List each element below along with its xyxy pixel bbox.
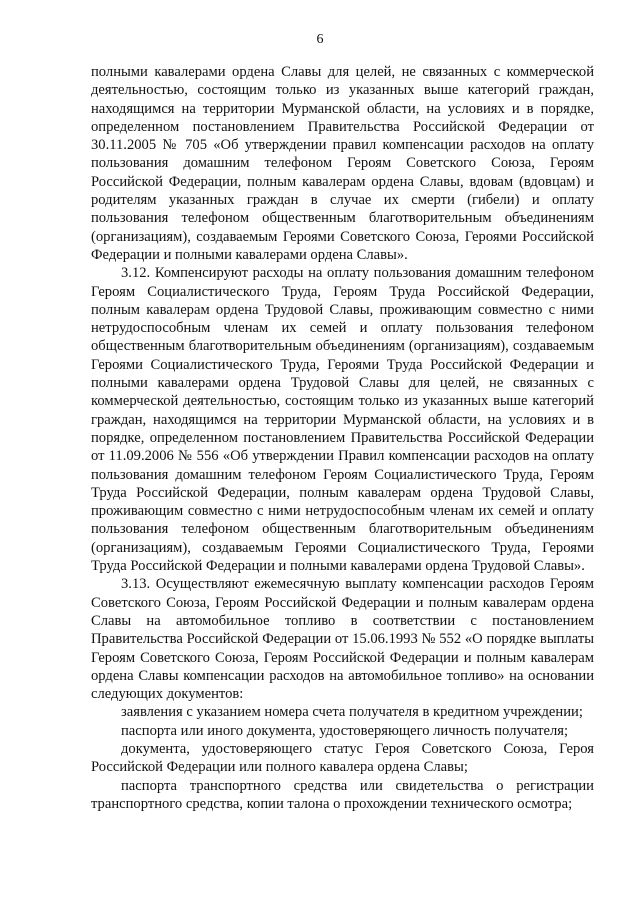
document-body <box>91 63 594 813</box>
document-list-item: заявления с указанием номера счета получателя в кредитном учреждении; <box>121 704 583 721</box>
paragraph-3-13: 3.13. Осуществляют ежемесячную выплату компенсации расходов Героям Советского Союза, Героям Российской Федерации и полным кавалерам ордена Славы на автомобильное топливо в соответствии с постановлением Правительства Российской Федерации от 15.06.1993 № 552 «О порядке выплаты Героям Советского Союза, Героям Российской Федерации и полным кавалерам ордена Славы компенсации расходов на автомобильное топливо» на основании следующих документов: <box>91 576 594 703</box>
document-list-item: документа, удостоверяющего статус Героя Советского Союза, Героя Российской Федерации или полного кавалера ордена Славы; <box>91 740 594 776</box>
paragraph-continuation: полными кавалерами ордена Славы для целей, не связанных с коммерческой деятельностью, состоящим только из указанных выше категорий граждан, находящимся на территории Мурманской области, на условиях и в порядке, определенном постановлением Правительства Российской Федерации от 30.11.2005 № 705 «Об утверждении правил компенсации расходов на оплату пользования домашним телефоном Героям Советского Союза, Героям Российской Федерации, полным кавалерам ордена Славы, вдовам (вдовцам) и родителям указанных граждан в случае их смерти (гибели) и оплату пользования телефоном общественным благотворительным объединениям (организациям), создаваемым Героями Советского Союза, Героями Российской Федерации и полными кавалерами ордена Славы». <box>91 64 594 263</box>
document-list-item: паспорта или иного документа, удостоверяющего личность получателя; <box>121 722 569 739</box>
document-list-item: паспорта транспортного средства или свидетельства о регистрации транспортного средства, копии талона о прохождении технического осмотра; <box>91 777 594 812</box>
paragraph-3-12: 3.12. Компенсируют расходы на оплату пользования домашним телефоном Героям Социалистического Труда, Героям Труда Российской Федерации, полным кавалерам ордена Трудовой Славы, проживающим совместно с ними нетрудоспособным членам их семей и оплату пользования телефоном общественным благотворительным объединениям (организациям), создаваемым Героями Социалистического Труда, Героями Труда Российской Федерации и полными кавалерами ордена Трудовой Славы для целей, не связанных с коммерческой деятельностью, состоящим только из указанных выше категорий граждан, находящимся на территории Мурманской области, на условиях и в порядке, определенном постановлением Правительства Российской Федерации от 11.09.2006 № 556 «Об утверждении Правил компенсации расходов на оплату пользования домашним телефоном Героям Социалистического Труда, Героям Труда Российской Федерации, полным кавалерам ордена Трудовой Славы, проживающим совместно с ними нетрудоспособным членам их семей и оплату пользования телефоном общественным благотворительным объединениям (организациям), создаваемым Героями Социалистического Труда, Героями Труда Российской Федерации и полными кавалерами ордена Трудовой Славы». <box>91 265 594 575</box>
page-number: 6 <box>316 32 324 47</box>
